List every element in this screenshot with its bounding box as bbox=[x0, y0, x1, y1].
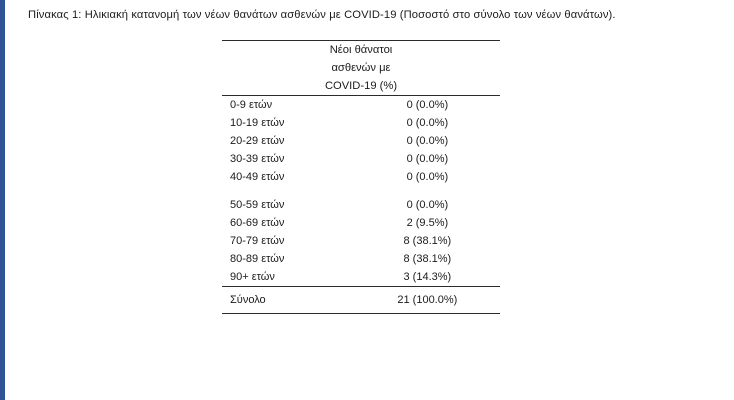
age-group-label: 50-59 ετών bbox=[230, 199, 285, 212]
table-row bbox=[222, 232, 500, 250]
age-group-label: 60-69 ετών bbox=[230, 217, 285, 230]
table-row bbox=[222, 168, 500, 186]
column-header-line-1: Νέοι θάνατοι bbox=[329, 44, 393, 56]
age-group-value: 0 (0.0%) bbox=[406, 117, 449, 130]
age-group-value: 0 (0.0%) bbox=[406, 199, 449, 212]
table-header-row bbox=[222, 41, 500, 96]
age-group-label: 0-9 ετών bbox=[230, 99, 273, 112]
age-group-value: 8 (38.1%) bbox=[403, 253, 452, 266]
table-row bbox=[222, 132, 500, 150]
age-group-value: 0 (0.0%) bbox=[406, 135, 449, 148]
age-group-value: 8 (38.1%) bbox=[403, 235, 452, 248]
age-group-label: 80-89 ετών bbox=[230, 253, 285, 266]
age-group-value: 3 (14.3%) bbox=[403, 271, 452, 284]
age-distribution-table-container bbox=[222, 40, 500, 314]
table-body bbox=[222, 96, 500, 314]
page-accent-bar bbox=[0, 0, 5, 400]
table-row bbox=[222, 150, 500, 168]
column-header-line-3: COVID-19 (%) bbox=[324, 80, 398, 93]
age-group-value: 0 (0.0%) bbox=[406, 153, 449, 166]
table-row bbox=[222, 268, 500, 287]
age-group-value: 0 (0.0%) bbox=[406, 171, 449, 184]
table-total-row bbox=[222, 287, 500, 314]
age-group-label: 90+ ετών bbox=[230, 271, 275, 284]
total-label: Σύνολο bbox=[222, 287, 355, 314]
age-distribution-table bbox=[222, 40, 500, 314]
age-group-label: 30-39 ετών bbox=[230, 153, 285, 166]
table-row bbox=[222, 96, 500, 115]
table-row bbox=[222, 186, 500, 214]
age-group-label: 10-19 ετών bbox=[230, 117, 285, 130]
age-group-value: 2 (9.5%) bbox=[406, 217, 449, 230]
table-header bbox=[222, 41, 500, 96]
column-header-new-deaths bbox=[222, 41, 500, 96]
age-group-value: 0 (0.0%) bbox=[406, 99, 449, 112]
age-group-label: 70-79 ετών bbox=[230, 235, 285, 248]
table-row bbox=[222, 214, 500, 232]
table-row bbox=[222, 114, 500, 132]
age-group-label: 40-49 ετών bbox=[230, 171, 285, 184]
table-caption: Πίνακας 1: Ηλικιακή κατανομή των νέων θανάτων ασθενών με COVID-19 (Ποσοστό στο σύνολο των νέων θανάτων). bbox=[28, 9, 616, 21]
age-group-label: 20-29 ετών bbox=[230, 135, 285, 148]
total-value: 21 (100.0%) bbox=[355, 287, 500, 314]
column-header-line-2: ασθενών με bbox=[331, 62, 391, 75]
table-row bbox=[222, 250, 500, 268]
